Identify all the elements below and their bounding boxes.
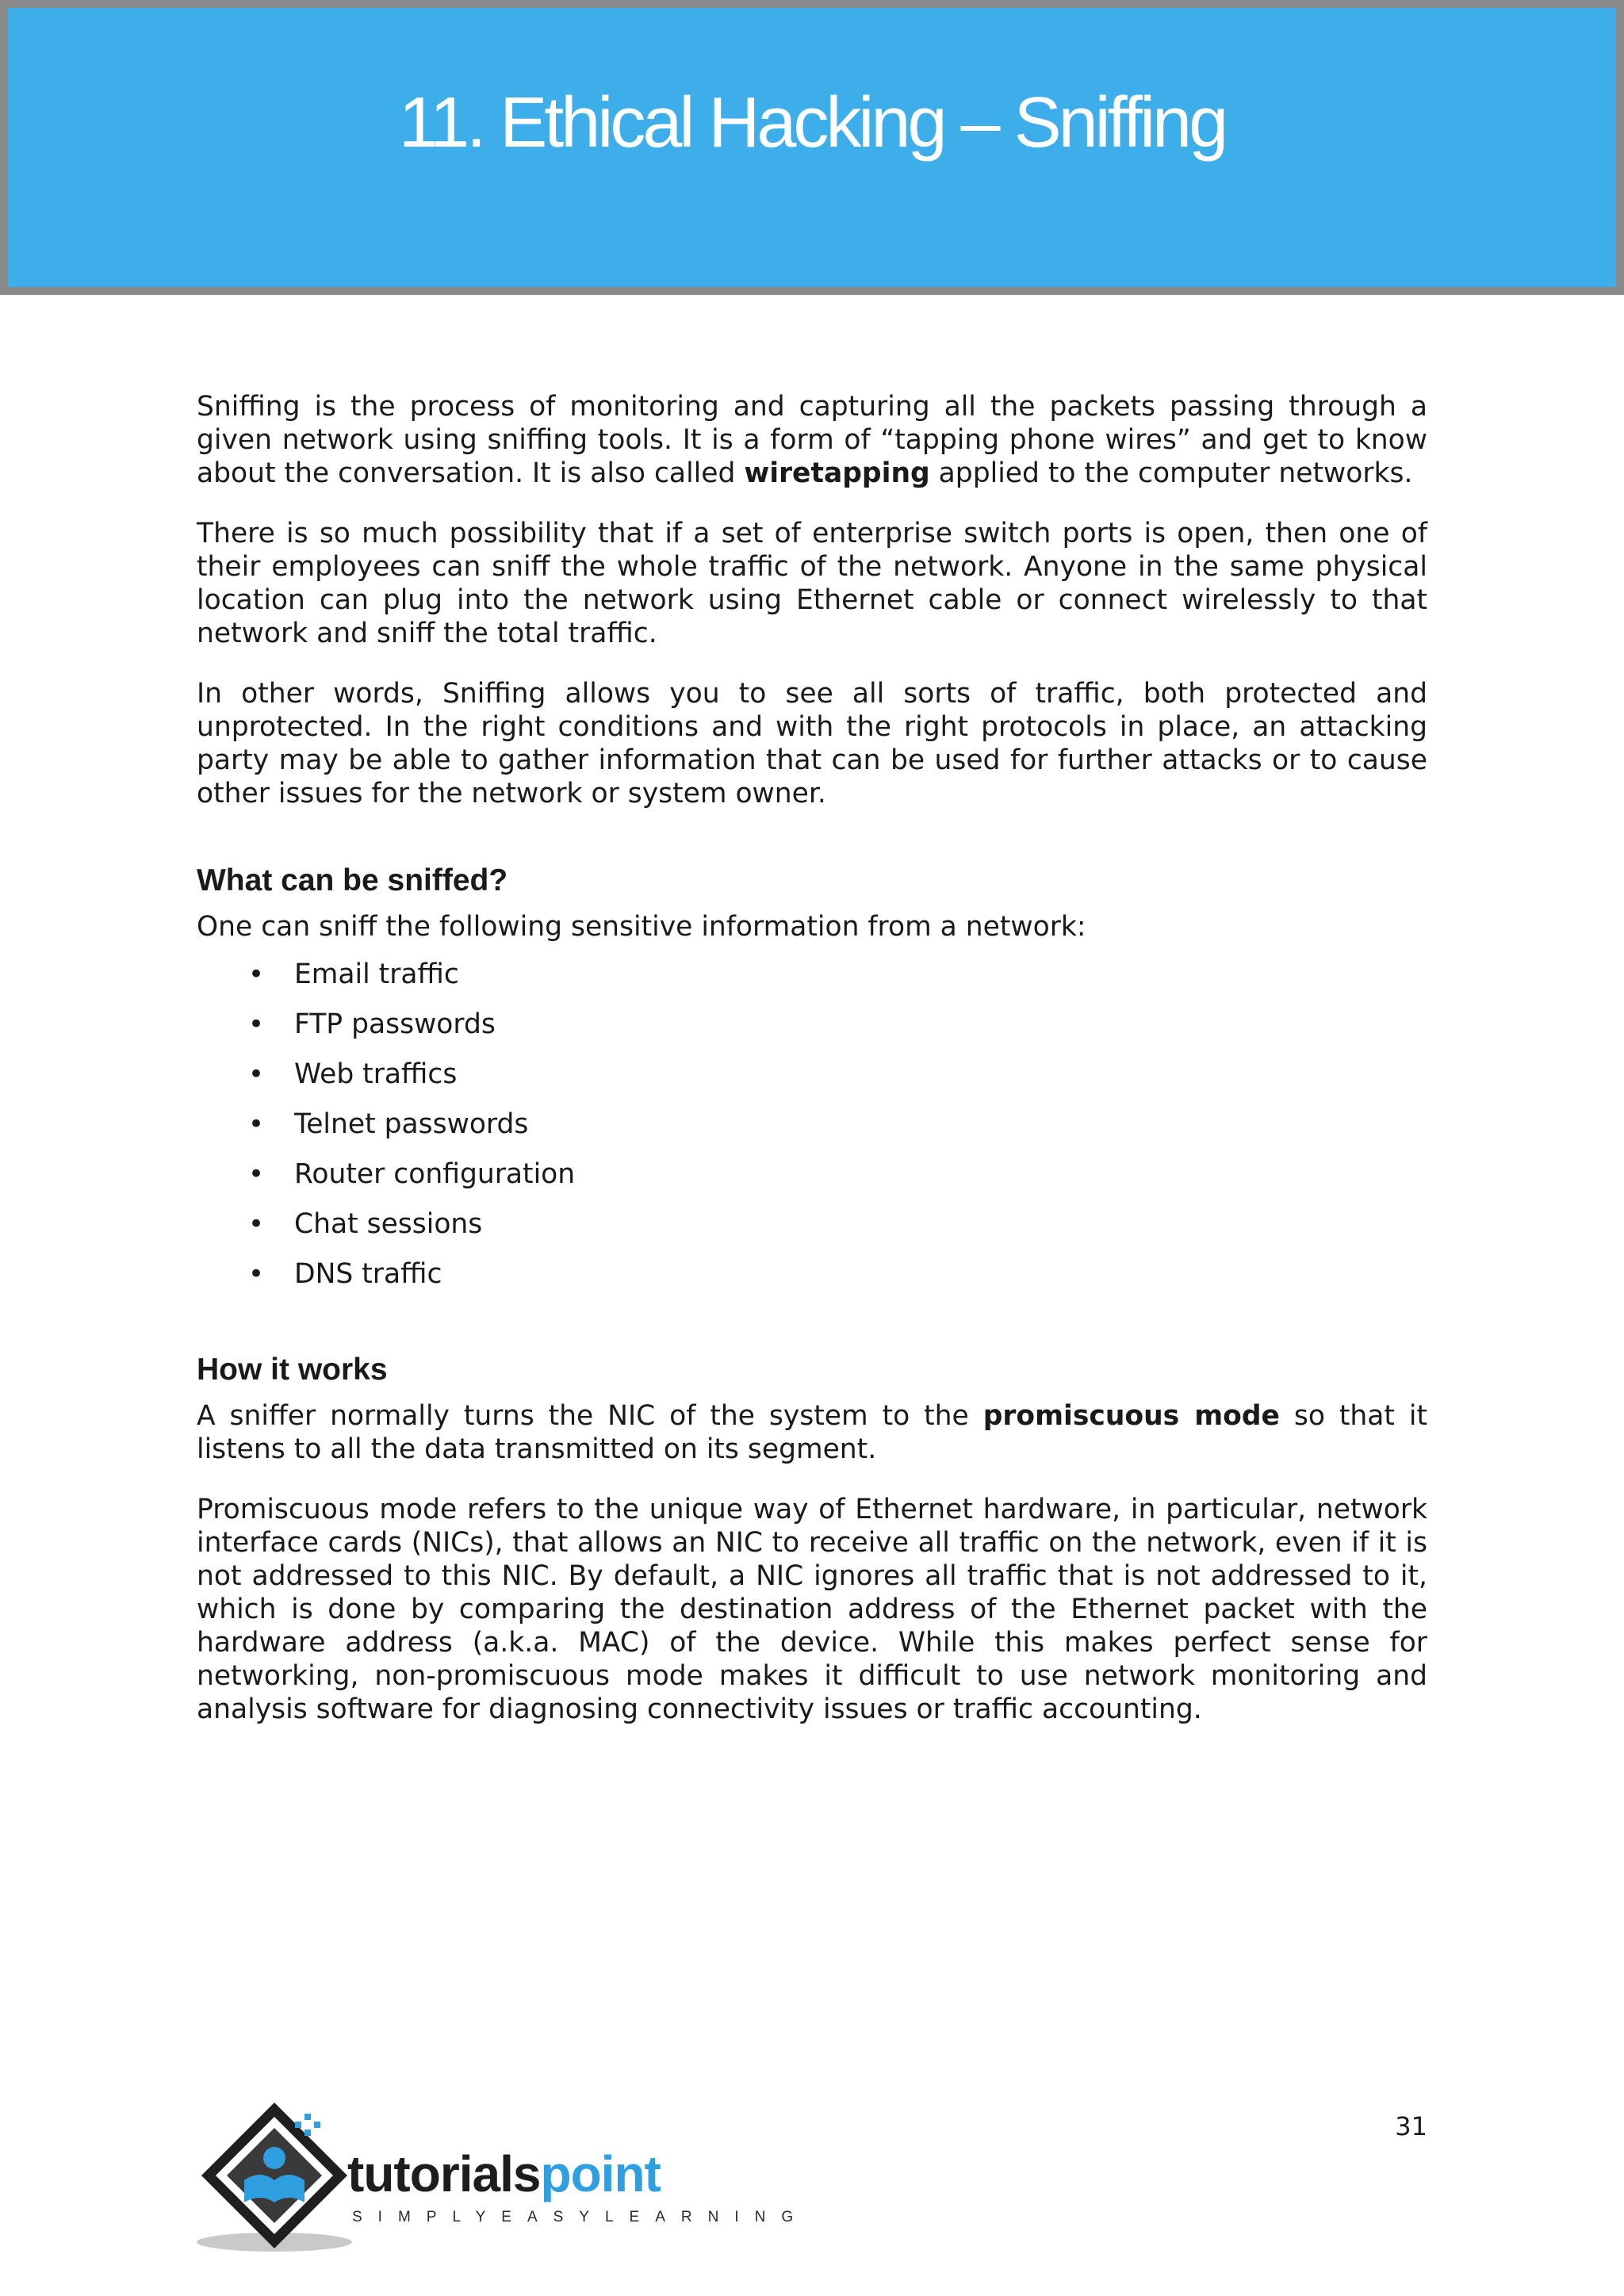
sniffable-info-list [197, 950, 1427, 1299]
logo-word-point: point [540, 2145, 661, 2202]
intro-paragraph-3: In other words, Sniffing allows you to see all sorts of traffic, both protected and unprotected. In the right conditions and with the right protocols in place, an attacking party may be able to gather information that can be used for further attacks or to cause other issues for the network or system owner. [197, 678, 1427, 809]
list-item [248, 1050, 1427, 1100]
list-item-text: FTP passwords [294, 1008, 496, 1040]
logo-diamond-icon [195, 2098, 354, 2256]
how-it-works-paragraph-1-text-a: A sniffer normally turns the NIC of the system to the [197, 1400, 983, 1432]
bullet-icon: • [248, 1008, 265, 1040]
intro-paragraph-1-text-a: Sniffing is the process of monitoring and capturing all the packets passing through a given network using sniffing tools. It is a form of “tapping phone wires” and get to know about the conversation. It is also called [197, 391, 1427, 489]
bullet-icon: • [248, 1108, 265, 1140]
wiretapping-term: wiretapping [744, 457, 930, 489]
bullet-icon: • [248, 959, 265, 990]
list-item-text: Chat sessions [294, 1208, 483, 1240]
list-item [248, 950, 1427, 1000]
logo-wordmark [347, 2145, 661, 2202]
list-item [248, 1200, 1427, 1249]
bullet-icon: • [248, 1058, 265, 1090]
page-content [197, 390, 1427, 1753]
list-item [248, 1100, 1427, 1150]
bullet-icon: • [248, 1158, 265, 1190]
page-number: 31 [1395, 2111, 1427, 2141]
chapter-title: 11. Ethical Hacking – Sniffing [398, 83, 1226, 163]
list-item-text: Email traffic [294, 959, 459, 990]
list-item [248, 1249, 1427, 1299]
section-heading-how-it-works: How it works [197, 1353, 388, 1387]
how-it-works-paragraph-1-text-b: so that it listens to all the data transmitted on its segment. [197, 1400, 1428, 1465]
intro-paragraph-1-text-b: applied to the computer networks. [929, 457, 1413, 489]
how-it-works-paragraph-1 [197, 1399, 1427, 1466]
promiscuous-mode-term: promiscuous mode [982, 1400, 1280, 1432]
logo-tagline: SIMPLYEASYLEARNING [352, 2209, 810, 2225]
list-item-text: Router configuration [294, 1158, 576, 1190]
chapter-header-banner [0, 0, 1624, 295]
list-item-text: Web traffics [294, 1058, 458, 1090]
section-heading-what-can-be-sniffed: What can be sniffed? [197, 863, 508, 897]
list-item-text: DNS traffic [294, 1258, 442, 1290]
list-item-text: Telnet passwords [294, 1108, 529, 1140]
intro-paragraph-1 [197, 390, 1427, 490]
intro-paragraph-2: There is so much possibility that if a set of enterprise switch ports is open, then one of their employees can sniff the whole traffic of the network. Anyone in the same physical location can plug into the network using Ethernet cable or connect wirelessly to that network and sniff the total traffic. [197, 518, 1427, 649]
tutorialspoint-logo [195, 2098, 810, 2256]
logo-word-tutorials: tutorials [347, 2145, 541, 2202]
section-1-lead: One can sniff the following sensitive information from a network: [197, 911, 1086, 943]
bullet-icon: • [248, 1258, 265, 1290]
list-item [248, 1000, 1427, 1050]
list-item [248, 1150, 1427, 1200]
how-it-works-paragraph-2: Promiscuous mode refers to the unique way of Ethernet hardware, in particular, network interface cards (NICs), that allows an NIC to receive all traffic on the network, even if it is not addressed to this NIC. By default, a NIC ignores all traffic that is not addressed to it, which is done by comparing the destination address of the Ethernet packet with the hardware address (a.k.a. MAC) of the device. While this makes perfect sense for networking, non-promiscuous mode makes it difficult to use network monitoring and analysis software for diagnosing connectivity issues or traffic accounting. [197, 1494, 1427, 1725]
bullet-icon: • [248, 1208, 265, 1240]
